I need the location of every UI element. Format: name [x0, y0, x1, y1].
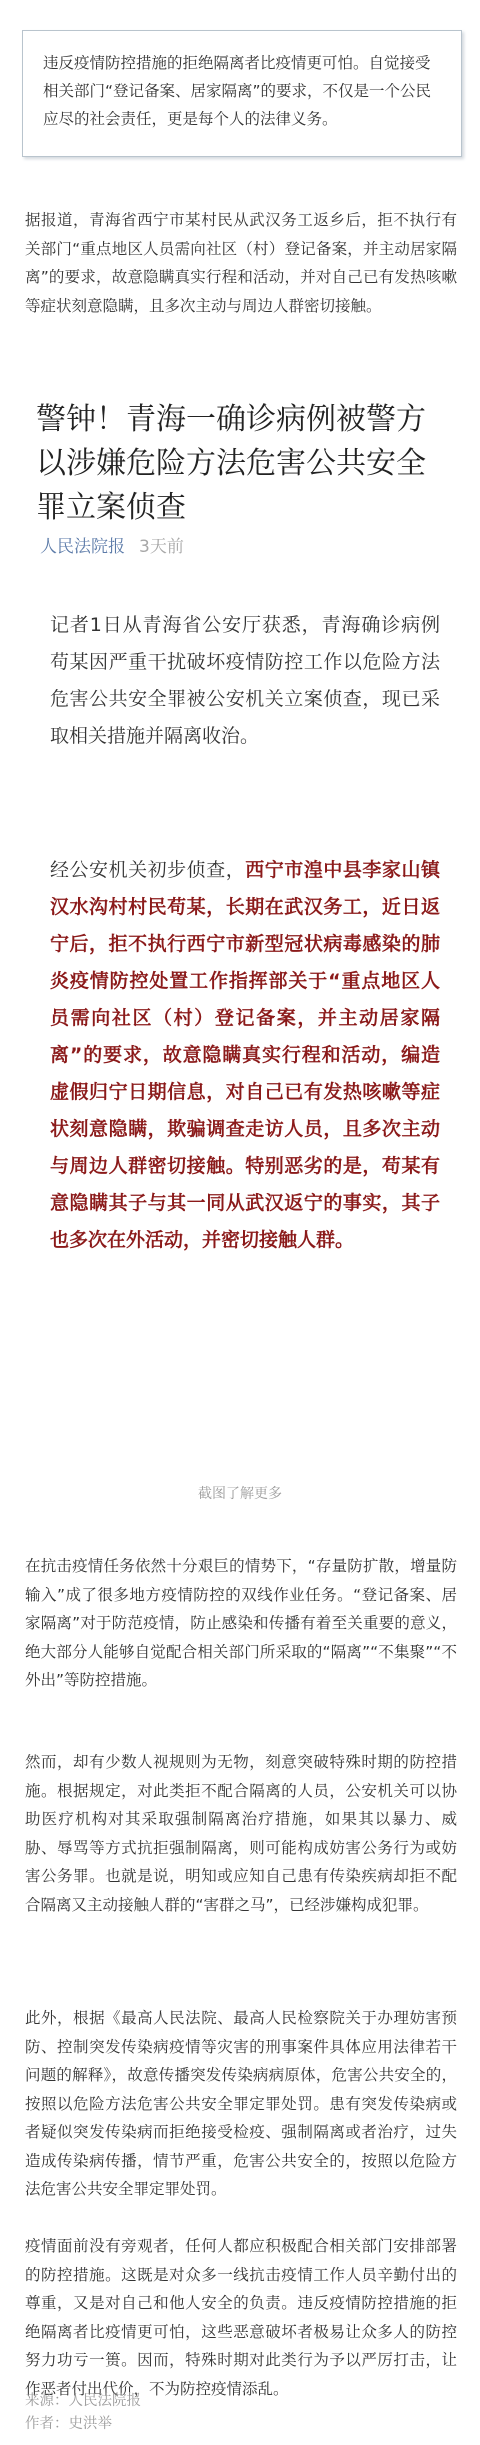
summary-box	[22, 30, 462, 157]
screenshot-hint[interactable]: 截图了解更多	[198, 1486, 282, 1502]
intro-paragraph: 据报道，青海省西宁市某村民从武汉务工返乡后，拒不执行有关部门“重点地区人员需向社区（村）登记备案，并主动居家隔离”的要求，故意隐瞒真实行程和活动，并对自己已有发热咳嗽等症状刻意隐瞒，且多次主动与周边人群密切接触。	[25, 211, 457, 315]
intro-section	[25, 206, 457, 320]
summary-text: 违反疫情防控措施的拒绝隔离者比疫情更可怕。自觉接受相关部门“登记备案、居家隔离”的要求，不仅是一个公民应尽的社会责任，更是每个人的法律义务。	[43, 54, 432, 128]
body-paragraph: 在抗击疫情任务依然十分艰巨的情势下，“存量防扩散，增量防输入”成了很多地方疫情防控的双线作业任务。“登记备案、居家隔离”对于防范疫情，防止感染和传播有着至关重要的意义，绝大部分人能够自觉配合相关部门所采取的“隔离”“不集聚”“不外出”等防控措施。	[25, 1557, 457, 1689]
source-time: 3天前	[139, 537, 184, 557]
body-paragraph-1-wrap	[25, 1552, 457, 1695]
body-paragraph-3-wrap	[25, 2004, 457, 2204]
quote-paragraph-2	[50, 852, 440, 1259]
quote-2-highlight: 西宁市湟中县李家山镇汉水沟村村民苟某，长期在武汉务工，近日返宁后，拒不执行西宁市新型冠状病毒感染的肺炎疫情防控处置工作指挥部关于“重点地区人员需向社区（村）登记备案，并主动居家隔离”的要求，故意隐瞒真实行程和活动，编造虚假归宁日期信息，对自己已有发热咳嗽等症状刻意隐瞒，欺骗调查走访人员，且多次主动与周边人群密切接触。特别恶劣的是，苟某有意隐瞒其子与其一同从武汉返宁的事实，其子也多次在外活动，并密切接触人群。	[50, 859, 440, 1251]
body-paragraph: 此外，根据《最高人民法院、最高人民检察院关于办理妨害预防、控制突发传染病疫情等灾害的刑事案件具体应用法律若干问题的解释》，故意传播突发传染病病原体，危害公共安全的，按照以危险方法危害公共安全罪定罪处罚。患有突发传染病或者疑似突发传染病而拒绝接受检疫、强制隔离或者治疗，过失造成传染病传播，情节严重，危害公共安全的，按照以危险方法危害公共安全罪定罪处罚。	[25, 2009, 457, 2198]
body-paragraph: 然而，却有少数人视规则为无物，刻意突破特殊时期的防控措施。根据规定，对此类拒不配合隔离的人员，公安机关可以协助医疗机构对其采取强制隔离治疗措施，如果其以暴力、威胁、辱骂等方式抗拒强制隔离，则可能构成妨害公务行为或妨害公务罪。也就是说，明知或应知自己患有传染疾病却拒不配合隔离又主动接触人群的“害群之马”，已经涉嫌构成犯罪。	[25, 1753, 457, 1914]
quote-paragraph-1: 记者1日从青海省公安厅获悉，青海确诊病例苟某因严重干扰破坏疫情防控工作以危险方法危害公共安全罪被公安机关立案侦查，现已采取相关措施并隔离收治。	[50, 614, 440, 747]
source-name[interactable]: 人民法院报	[40, 537, 125, 557]
body-paragraph-4-wrap	[25, 2232, 457, 2403]
article-source	[40, 532, 184, 557]
body-paragraph: 疫情面前没有旁观者，任何人都应积极配合相关部门安排部署的防控措施。这既是对众多一线抗击疫情工作人员辛勤付出的尊重，又是对自己和他人安全的负责。违反疫情防控措施的拒绝隔离者比疫情更可怕，这些恶意破坏者极易让众多人的防控努力功亏一篑。因而，特殊时期对此类行为予以严厉打击，让作恶者付出代价，不为防控疫情添乱。	[25, 2237, 457, 2398]
body-paragraph-2-wrap	[25, 1748, 457, 1919]
footer-author: 作者：史洪举	[25, 2416, 112, 2432]
footer-source: 来源：人民法院报	[25, 2393, 141, 2409]
quote-2-lead: 经公安机关初步侦查，	[50, 859, 246, 881]
article-headline: 警钟！青海一确诊病例被警方以涉嫌危险方法危害公共安全罪立案侦查	[36, 402, 426, 525]
